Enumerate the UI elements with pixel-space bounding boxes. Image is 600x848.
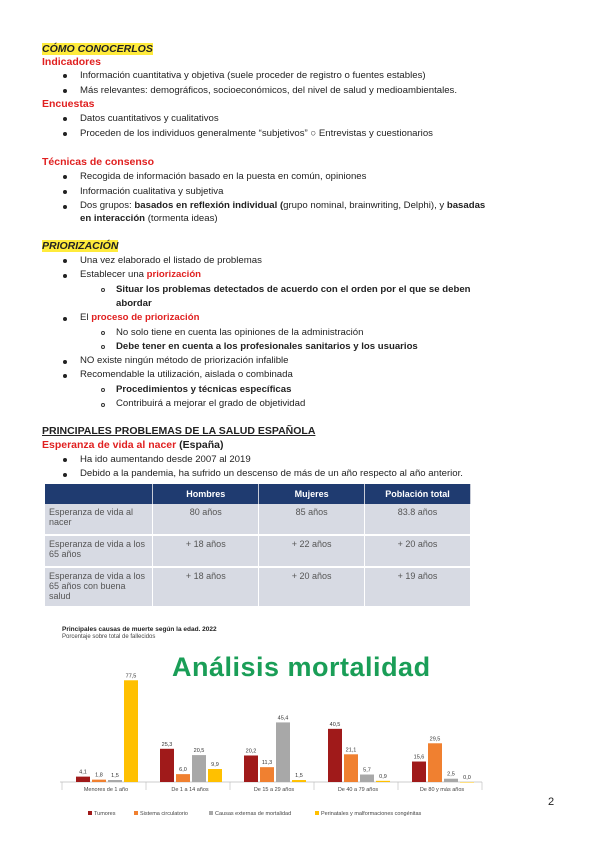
bar [376, 781, 390, 782]
bar [92, 780, 106, 782]
list-item: Debido a la pandemia, ha sufrido un descenso de más de un año respecto al año anterior. [80, 468, 463, 479]
data-label: 15,6 [413, 754, 425, 761]
list-item: Más relevantes: demográficos, socioeconómicos, del nivel de salud y medioambientales. [80, 85, 458, 96]
table-cell: + 18 años [153, 535, 259, 567]
list-item: Información cualitativa y subjetiva [80, 186, 224, 197]
data-label: 0,9 [379, 773, 387, 780]
principales-heading: PRINCIPALES PROBLEMAS DE LA SALUD ESPAÑOLA [42, 425, 316, 437]
chart-title: Principales causas de muerte según la edad. 2022 [62, 626, 217, 633]
list-item: Recogida de información basado en la puesta en común, opiniones [80, 171, 367, 182]
sub-item: Debe tener en cuenta a los profesionales sanitarios y los usuarios [116, 341, 418, 352]
data-label: 11,3 [261, 760, 273, 767]
category-label: De 1 a 14 años [171, 787, 209, 793]
legend-swatch [315, 811, 319, 815]
data-label: 1,5 [111, 773, 119, 780]
sub-item: Contribuirá a mejorar el grado de objetividad [116, 398, 306, 409]
table-cell: + 20 años [365, 535, 471, 567]
indicadores-heading: Indicadores [42, 56, 101, 68]
table-cell: Esperanza de vida al nacer [45, 504, 153, 535]
data-label: 1,8 [95, 772, 103, 779]
bar [260, 767, 274, 782]
legend-entry: Perinatales y malformaciones congénitas [321, 811, 422, 817]
data-label: 20,2 [245, 748, 257, 755]
list-item: Proceden de los individuos generalmente “subjetivos” ○ Entrevistas y cuestionarios [80, 128, 433, 139]
priorizacion-heading: PRIORIZACIÓN [42, 240, 119, 252]
table-header-cell: Hombres [153, 484, 259, 504]
chart-subtitle: Porcentaje sobre total de fallecidos [62, 634, 156, 640]
list-item: Una vez elaborado el listado de problemas [80, 255, 262, 266]
legend-entry: Tumores [94, 811, 116, 817]
bar [328, 729, 342, 782]
bar [292, 780, 306, 782]
category-label: De 80 y más años [419, 787, 465, 793]
table-cell: + 18 años [153, 567, 259, 607]
table-cell: Esperanza de vida a los 65 años [45, 535, 153, 567]
data-label: 5,7 [363, 767, 371, 774]
table-header-cell: Población total [365, 484, 471, 504]
legend-swatch [88, 811, 92, 815]
bar [412, 762, 426, 782]
list-item: Recomendable la utilización, aislada o combinada [80, 369, 293, 380]
data-label: 45,4 [277, 715, 289, 722]
bar [344, 754, 358, 782]
table-cell: 83.8 años [365, 504, 471, 535]
page-number: 2 [548, 796, 555, 808]
legend-entry: Causas externas de mortalidad [215, 811, 292, 817]
analisis-mortalidad-title: Análisis mortalidad [172, 652, 431, 682]
data-label: 4,1 [79, 769, 87, 776]
como-conocerlos-heading: CÓMO CONOCERLOS [42, 43, 153, 55]
table-cell: Esperanza de vida a los 65 años con buena salud [45, 567, 153, 607]
encuestas-heading: Encuestas [42, 98, 95, 110]
bar [176, 774, 190, 782]
sub-item-continuation: abordar [116, 298, 152, 309]
bar [276, 722, 290, 782]
bar [160, 749, 174, 782]
data-label: 1,5 [295, 773, 303, 780]
data-label: 0,0 [463, 775, 471, 781]
bar [108, 780, 122, 782]
data-label: 40,5 [329, 721, 341, 728]
bar [460, 782, 474, 783]
table-cell: + 22 años [259, 535, 365, 567]
bar [192, 755, 206, 782]
sub-item: Procedimientos y técnicas específicas [116, 384, 292, 395]
data-label: 25,3 [161, 741, 173, 748]
category-label: De 15 a 29 años [253, 787, 295, 793]
data-label: 9,9 [211, 762, 219, 769]
table-cell: + 20 años [259, 567, 365, 607]
data-label: 77,5 [125, 673, 137, 680]
category-label: Menores de 1 año [83, 787, 129, 793]
bar [208, 769, 222, 782]
list-item: El proceso de priorización [80, 312, 200, 323]
legend-entry: Sistema circulatorio [140, 811, 188, 817]
data-label: 21,1 [345, 747, 357, 754]
esperanza-heading: Esperanza de vida al nacer (España) [42, 439, 224, 451]
bar [244, 755, 258, 782]
list-item: Ha ido aumentando desde 2007 al 2019 [80, 454, 251, 465]
sub-item: Situar los problemas detectados de acuerdo con el orden por el que se deben [116, 284, 471, 295]
list-item: Datos cuantitativos y cualitativos [80, 113, 219, 124]
sub-item: No solo tiene en cuenta las opiniones de la administración [116, 327, 364, 338]
bar [444, 779, 458, 782]
list-item-continuation: en interacción (tormenta ideas) [80, 213, 218, 224]
bar [76, 777, 90, 782]
legend-swatch [134, 811, 138, 815]
bar [360, 775, 374, 782]
list-item: NO existe ningún método de priorización infalible [80, 355, 289, 366]
list-item: Dos grupos: basados en reflexión individual (grupo nominal, brainwriting, Delphi), y basadas [80, 200, 486, 211]
bar [428, 743, 442, 782]
data-label: 20,5 [193, 748, 205, 755]
data-label: 2,5 [447, 771, 455, 778]
table-cell: + 19 años [365, 567, 471, 607]
table-header-cell: Mujeres [259, 484, 365, 504]
table-cell: 85 años [259, 504, 365, 535]
data-label: 6,0 [179, 767, 187, 774]
data-label: 29,5 [429, 736, 441, 743]
legend-swatch [209, 811, 213, 815]
category-label: De 40 a 79 años [337, 787, 379, 793]
table-cell: 80 años [153, 504, 259, 535]
bar [124, 680, 138, 782]
tecnicas-heading: Técnicas de consenso [42, 156, 155, 168]
list-item: Información cuantitativa y objetiva (suele proceder de registro o fuentes estables) [80, 70, 426, 81]
list-item: Establecer una priorización [80, 269, 202, 280]
